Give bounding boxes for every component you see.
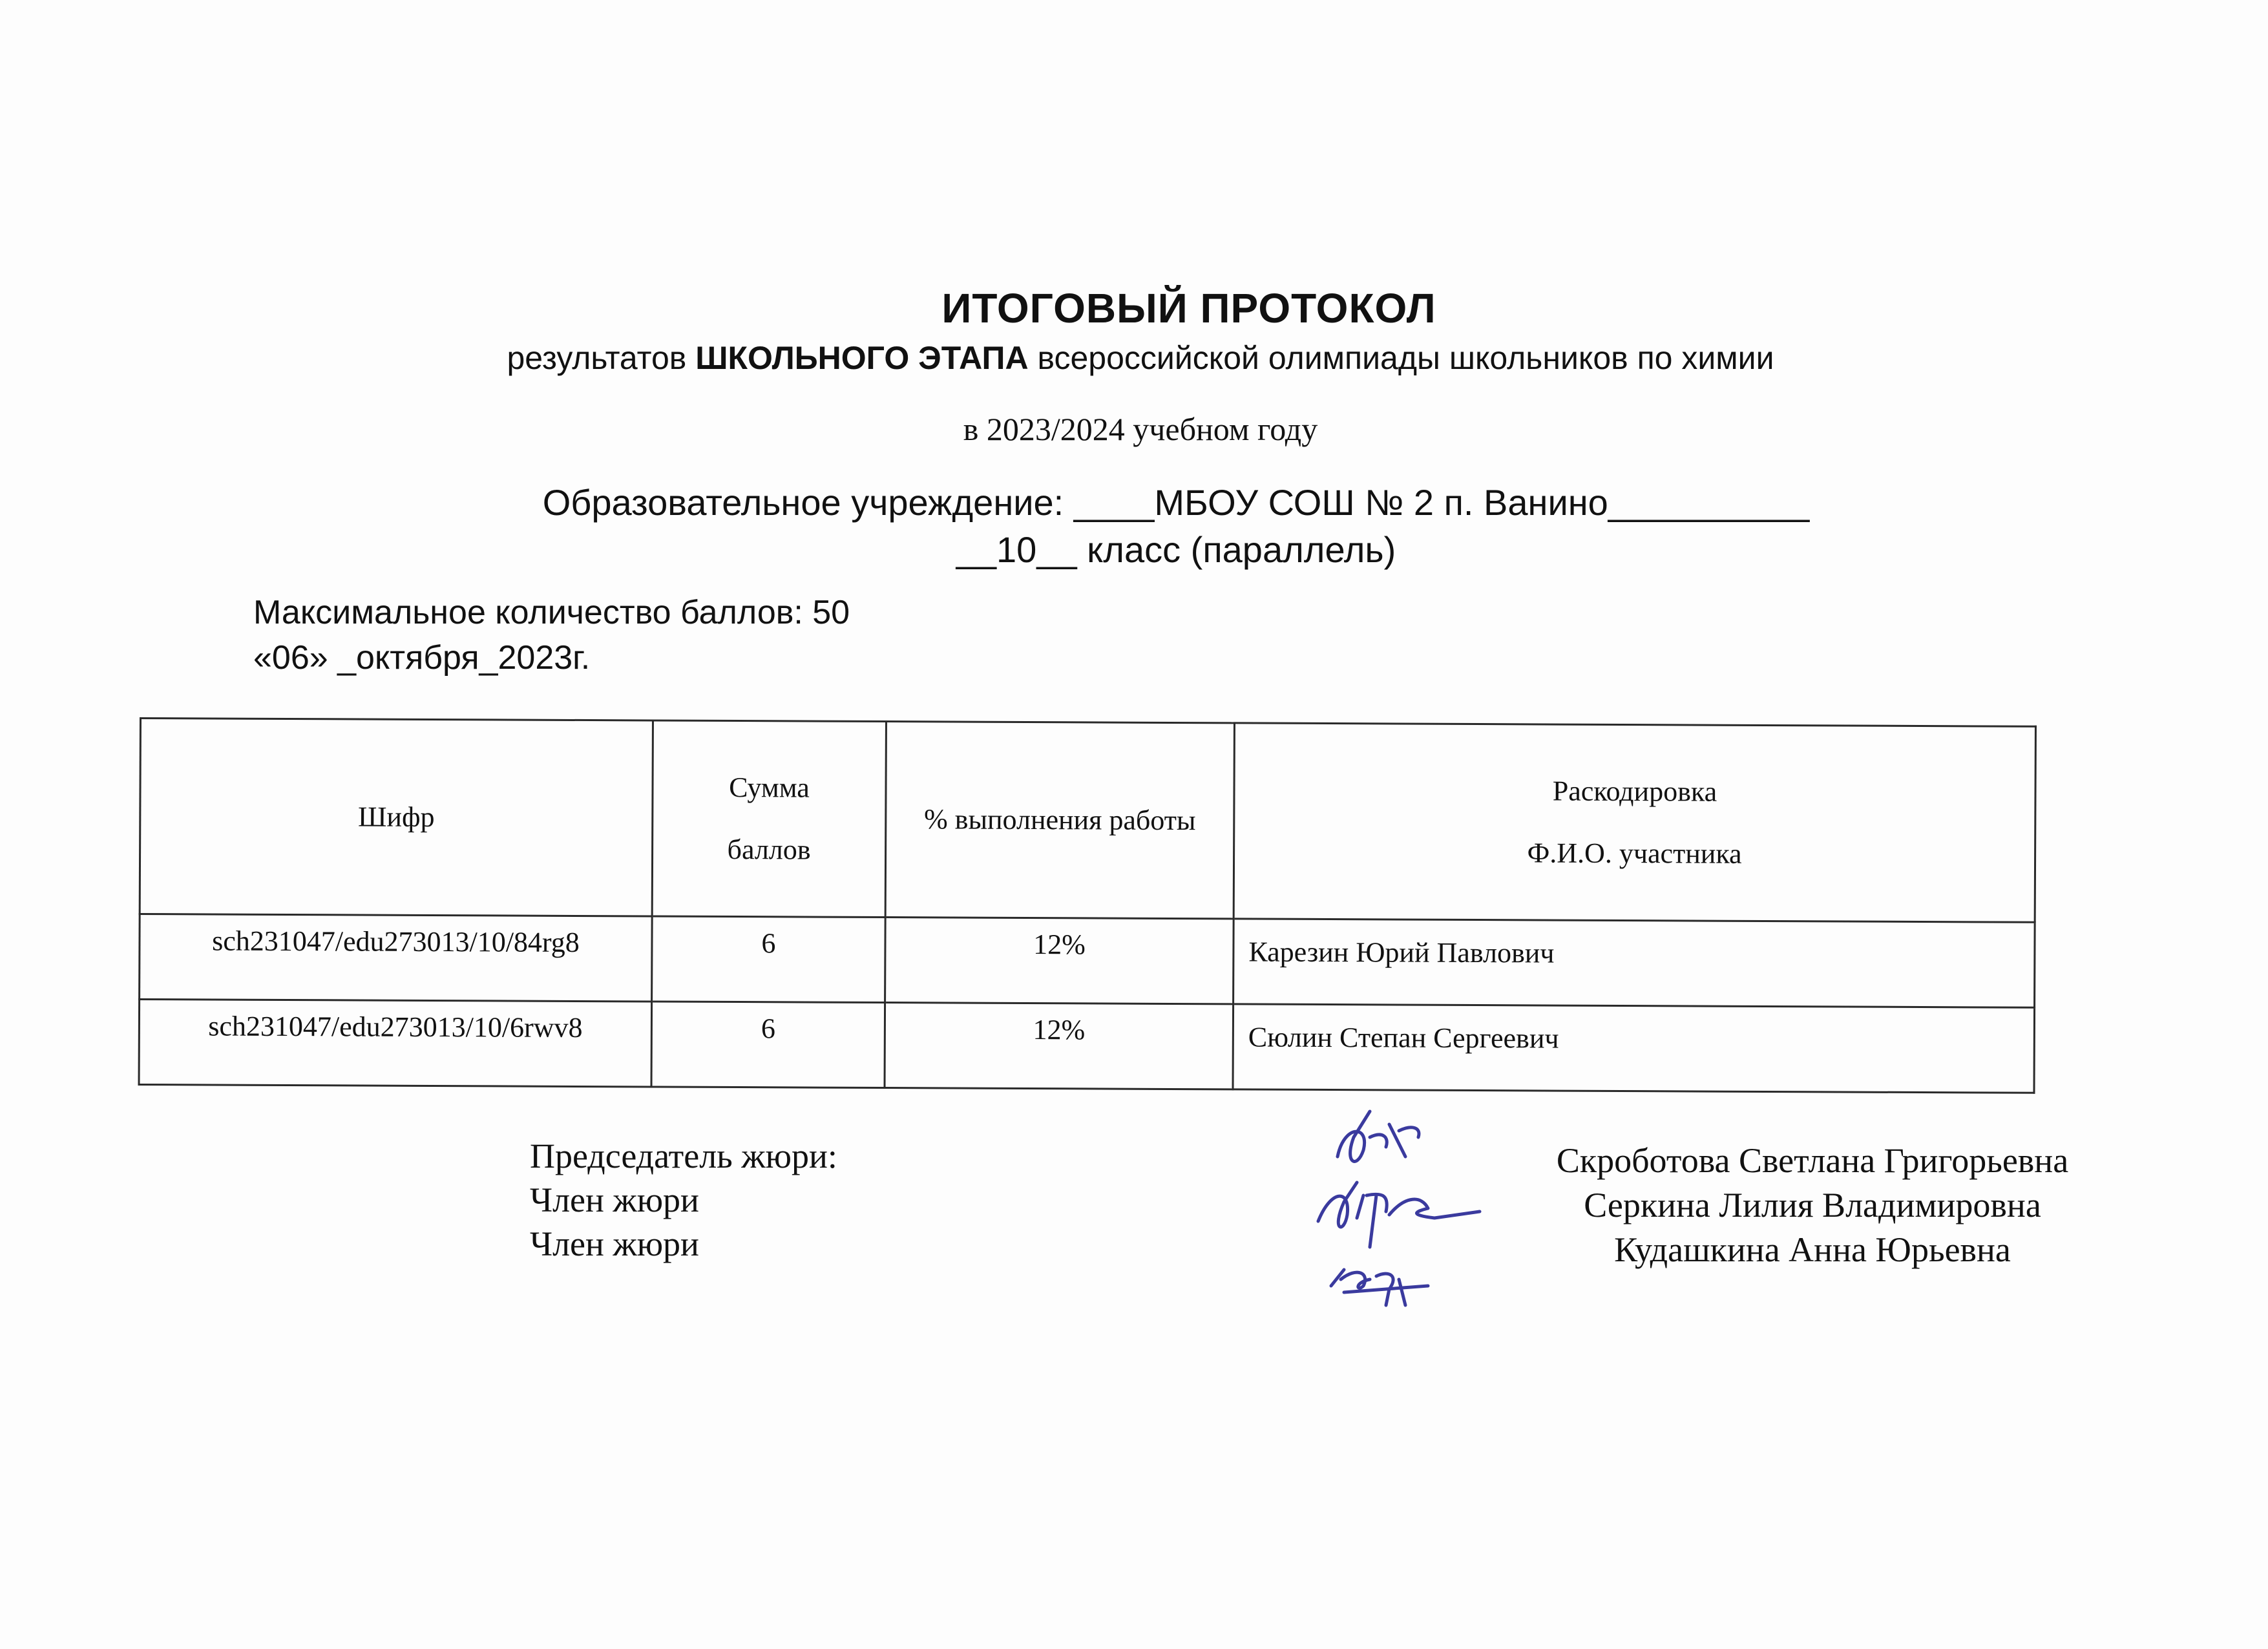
member-2-name: Кудашкина Анна Юрьевна	[1614, 1230, 2011, 1269]
subtitle-suffix: всероссийской олимпиады школьников по химии	[1037, 340, 1774, 376]
table-header-row	[140, 719, 2035, 923]
row-code: sch231047/edu273013/10/6rwv8	[139, 1000, 652, 1087]
header-sum-line2: баллов	[727, 833, 811, 866]
role-member-2: Член жюри	[530, 1224, 699, 1263]
header-code: Шифр	[140, 719, 653, 916]
header-decode-line2: Ф.И.О. участника	[1527, 837, 1742, 870]
role-chairman: Председатель жюри:	[530, 1137, 837, 1175]
row-name: Карезин Юрий Павлович	[1234, 919, 2035, 1007]
role-member-1: Член жюри	[530, 1181, 699, 1219]
document-title: ИТОГОВЫЙ ПРОТОКОЛ	[941, 285, 1436, 331]
member-1-name: Серкина Лилия Владимировна	[1584, 1186, 2041, 1224]
institution-line: Образовательное учреждение: ____МБОУ СОШ № 2 п. Ванино__________	[542, 482, 1810, 523]
row-percent: 12%	[885, 918, 1234, 1004]
class-line: __10__ класс (параллель)	[956, 529, 1396, 570]
table-row	[139, 1000, 2035, 1093]
table-row	[140, 914, 2035, 1008]
chairman-name: Скроботова Светлана Григорьевна	[1556, 1141, 2069, 1180]
header-decode-line1: Раскодировка	[1552, 775, 1717, 808]
protocol-date: «06» _октября_2023г.	[253, 639, 591, 677]
row-code: sch231047/edu273013/10/84rg8	[140, 914, 653, 1002]
subtitle-stage: ШКОЛЬНОГО ЭТАПА	[695, 340, 1029, 376]
academic-year: в 2023/2024 учебном году	[963, 411, 1318, 447]
row-sum: 6	[651, 1002, 885, 1088]
row-name: Сюлин Степан Сергеевич	[1233, 1004, 2035, 1093]
row-percent: 12%	[885, 1003, 1234, 1089]
row-sum: 6	[652, 916, 886, 1003]
header-sum-line1: Сумма	[729, 771, 810, 804]
header-sum	[652, 720, 886, 918]
header-percent: % выполнения работы	[885, 722, 1234, 919]
subtitle-prefix: результатов	[507, 340, 687, 376]
header-decode	[1234, 723, 2035, 922]
results-table	[138, 717, 2037, 1094]
document-subtitle	[0, 339, 2268, 377]
max-points: Максимальное количество баллов: 50	[253, 594, 850, 631]
